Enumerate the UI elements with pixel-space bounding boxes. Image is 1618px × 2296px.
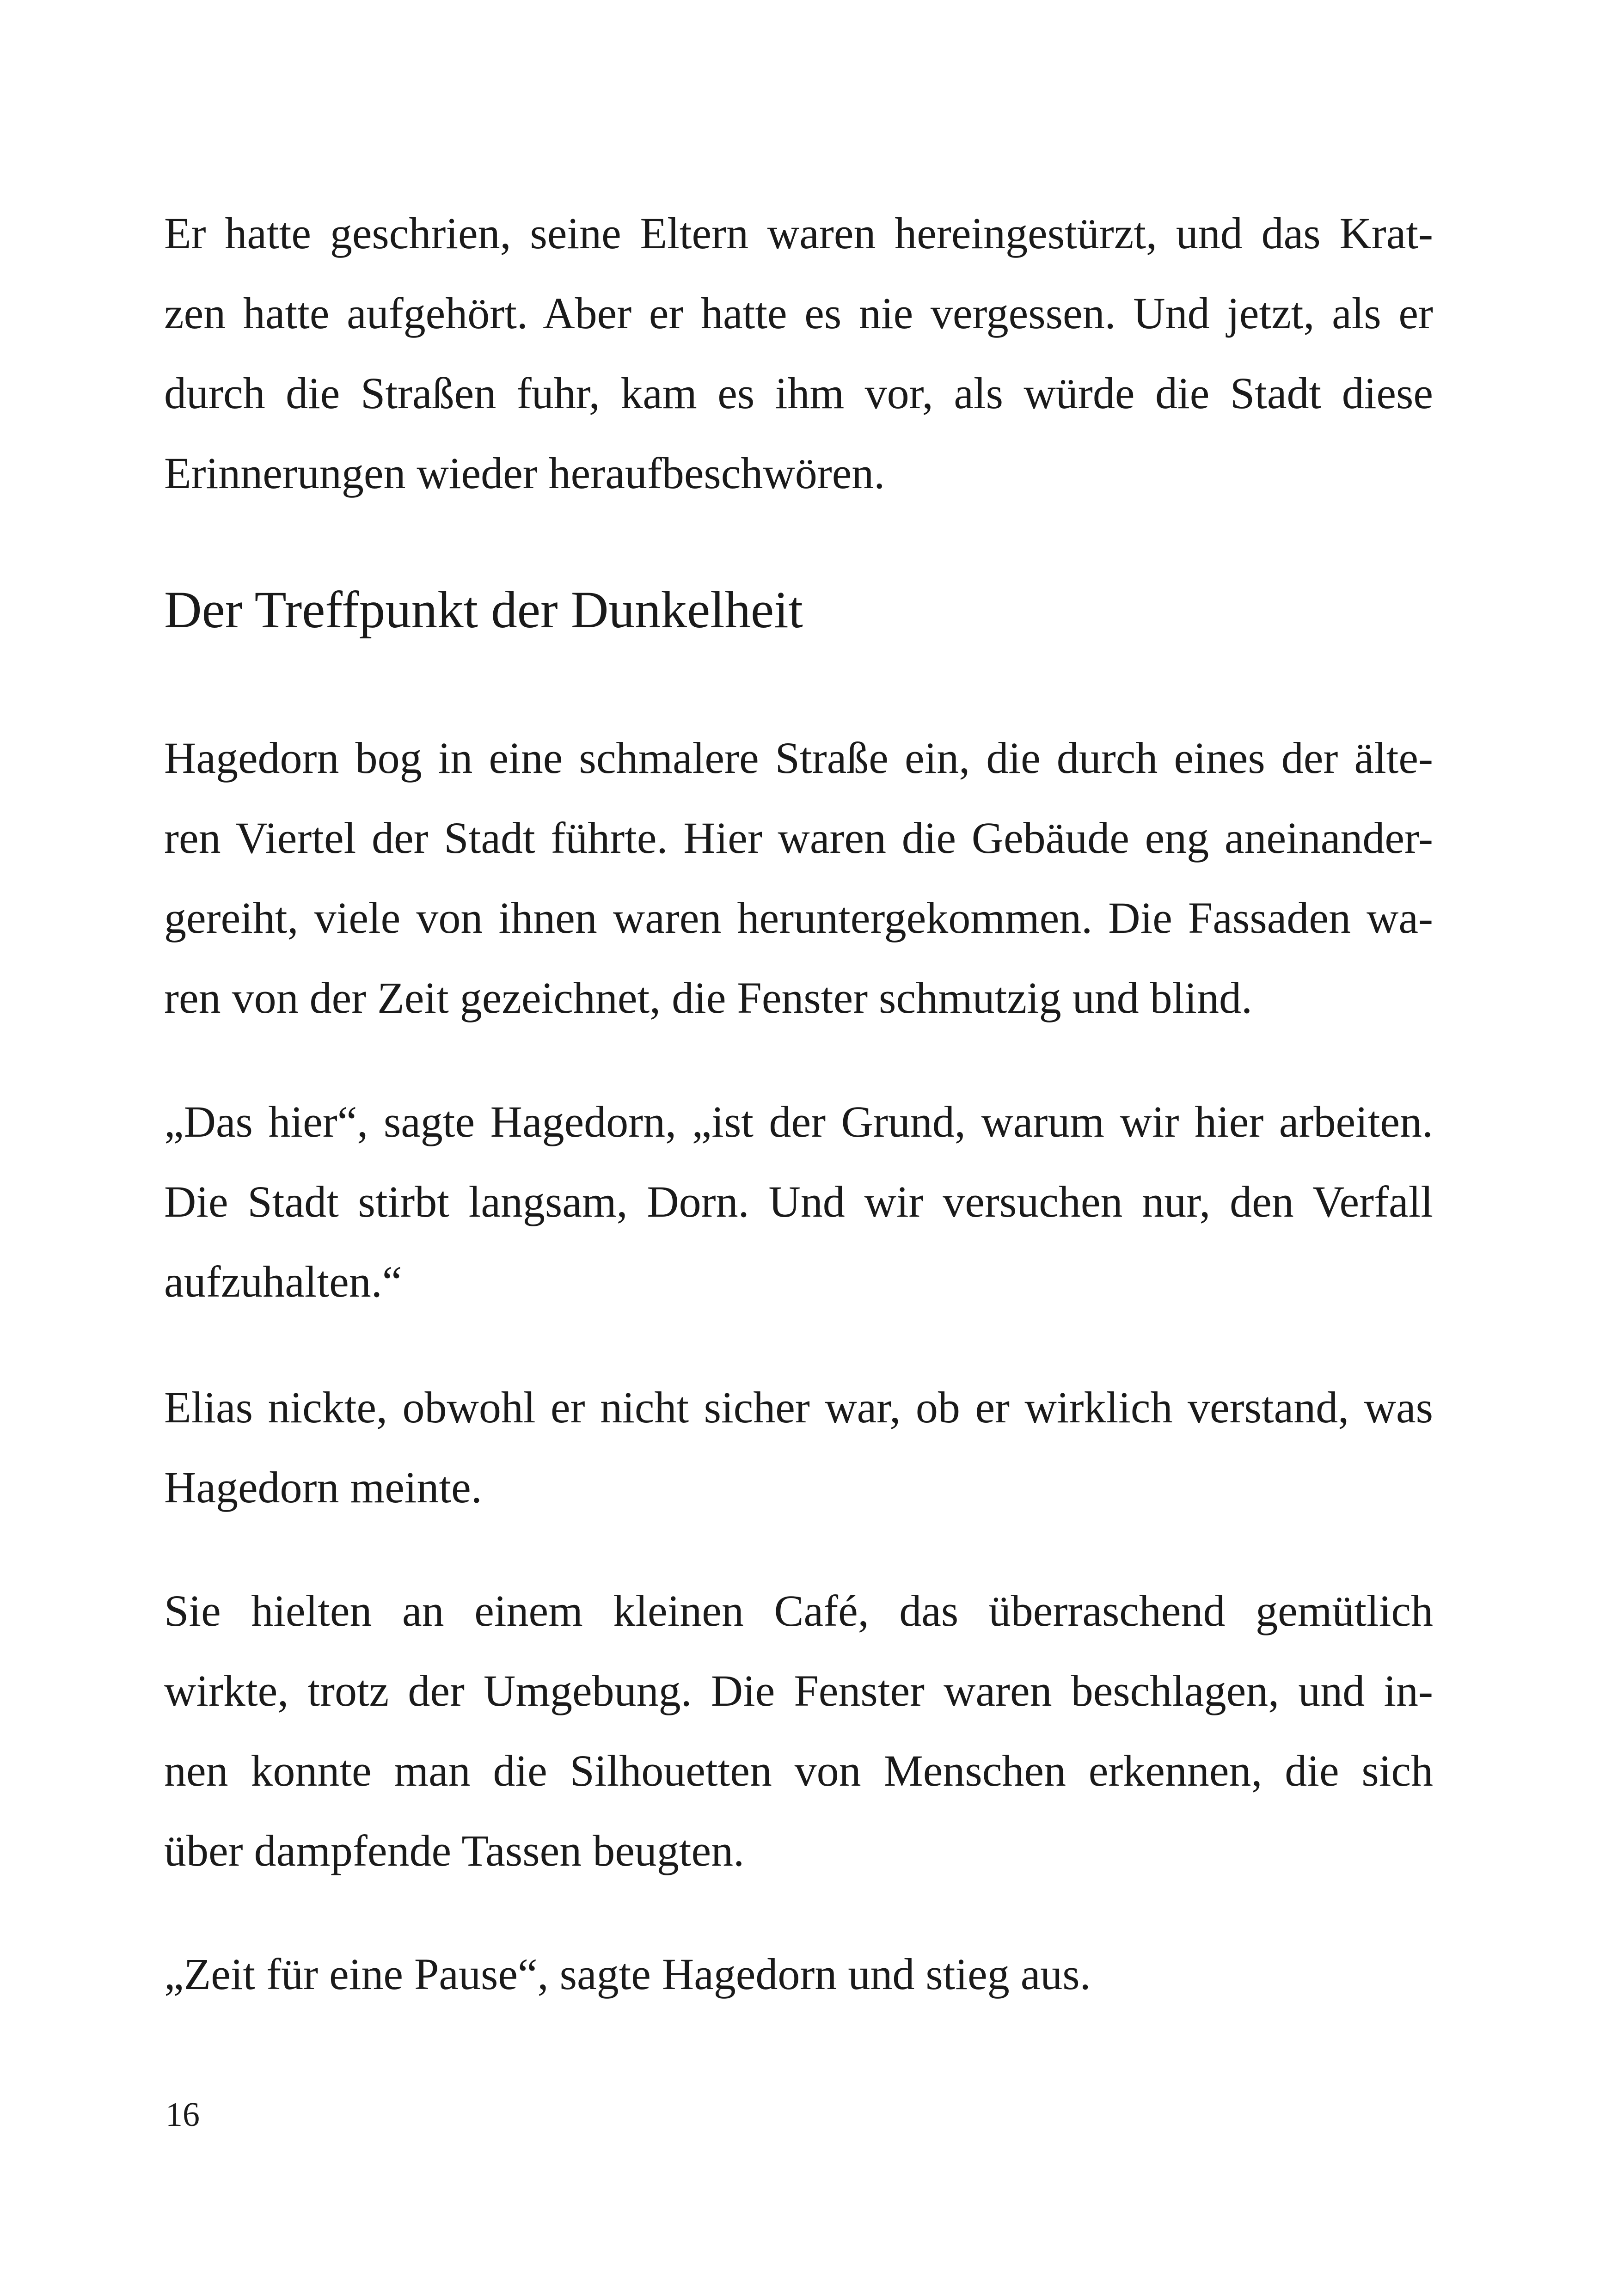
paragraph-3-line-2: Die Stadt stirbt langsam, Dorn. Und wir versuchen nur, den Verfall	[164, 1177, 1433, 1226]
paragraph-1-line-4: Erinnerungen wieder heraufbeschwören.	[164, 448, 885, 498]
paragraph-1-line-2: zen hatte aufgehört. Aber er hatte es nie vergessen. Und jetzt, als er	[164, 288, 1433, 338]
paragraph-4-line-2: Hagedorn meinte.	[164, 1463, 482, 1512]
paragraph-5-line-4: über dampfende Tassen beugten.	[164, 1826, 745, 1875]
section-heading: Der Treffpunkt der Dunkelheit	[164, 581, 803, 639]
paragraph-2-line-3: gereiht, viele von ihnen waren heruntergekommen. Die Fassaden wa-	[164, 893, 1433, 943]
paragraph-5-line-2: wirkte, trotz der Umgebung. Die Fenster waren beschlagen, und in-	[164, 1666, 1433, 1715]
paragraph-1-line-3: durch die Straßen fuhr, kam es ihm vor, als würde die Stadt diese	[164, 368, 1433, 418]
paragraph-1-line-1: Er hatte geschrien, seine Eltern waren hereingestürzt, und das Krat-	[164, 208, 1433, 258]
paragraph-5-line-3: nen konnte man die Silhouetten von Menschen erkennen, die sich	[164, 1746, 1433, 1795]
paragraph-4-line-1: Elias nickte, obwohl er nicht sicher war, ob er wirklich verstand, was	[164, 1383, 1433, 1432]
paragraph-5-line-1: Sie hielten an einem kleinen Café, das überraschend gemütlich	[164, 1586, 1433, 1635]
paragraph-6-line-1: „Zeit für eine Pause“, sagte Hagedorn und stieg aus.	[164, 1949, 1091, 1999]
page-number: 16	[165, 2096, 200, 2134]
paragraph-3-line-1: „Das hier“, sagte Hagedorn, „ist der Grund, warum wir hier arbeiten.	[164, 1097, 1433, 1146]
paragraph-2-line-4: ren von der Zeit gezeichnet, die Fenster schmutzig und blind.	[164, 973, 1252, 1022]
paragraph-2-line-2: ren Viertel der Stadt führte. Hier waren die Gebäude eng aneinander-	[164, 813, 1433, 863]
paragraph-3-line-3: aufzuhalten.“	[164, 1257, 402, 1306]
paragraph-2-line-1: Hagedorn bog in eine schmalere Straße ein, die durch eines der älte-	[164, 733, 1433, 783]
